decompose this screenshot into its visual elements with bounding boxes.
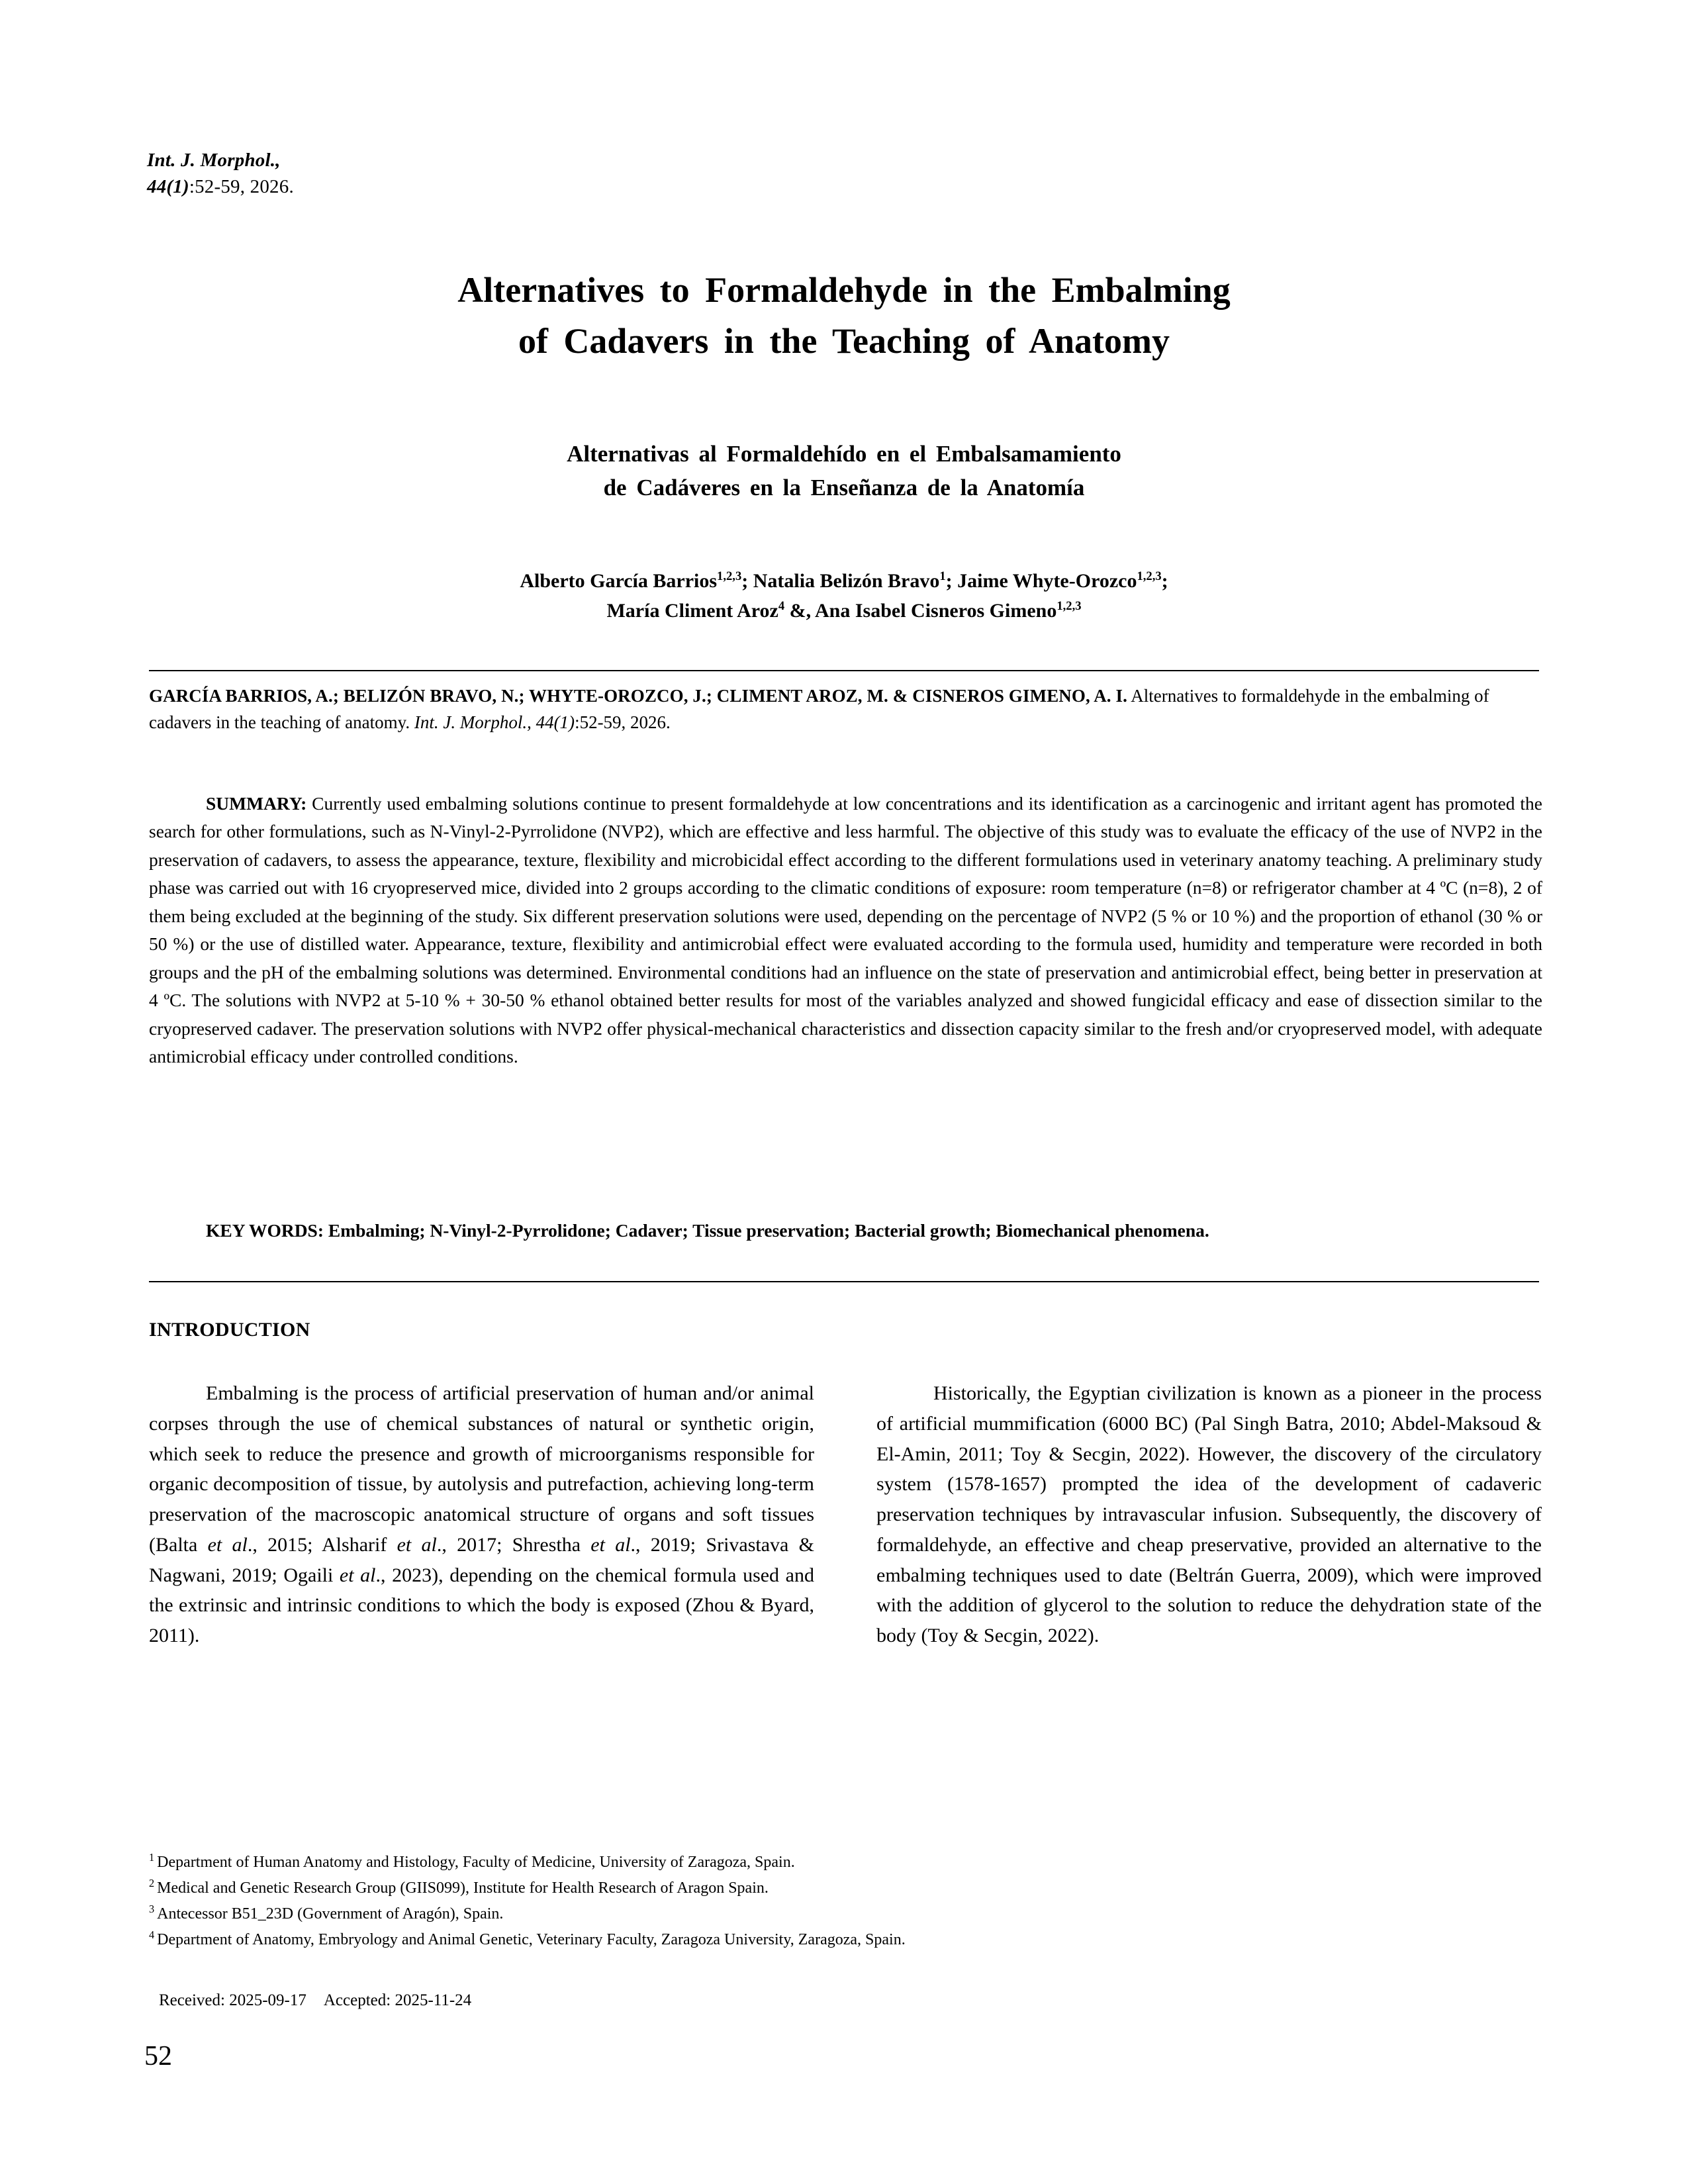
abstract-label: SUMMARY: xyxy=(206,793,307,814)
journal-header xyxy=(147,147,294,200)
footnote-marker: 4 xyxy=(149,1928,155,1942)
introduction-column-right xyxy=(876,1378,1542,1651)
paragraph xyxy=(149,1378,814,1651)
journal-name: Int. J. Morphol., xyxy=(147,150,281,171)
footnote-text: Medical and Genetic Research Group (GIIS099), Institute for Health Research of Aragon Spain. xyxy=(157,1879,769,1897)
footnote-text: Department of Human Anatomy and Histology, Faculty of Medicine, University of Zaragoza, Spain. xyxy=(157,1854,795,1871)
keywords-text: KEY WORDS: Embalming; N-Vinyl-2-Pyrrolidone; Cadaver; Tissue preservation; Bacterial growth; Biomechanical phenomena. xyxy=(206,1220,1209,1241)
author-line-2 xyxy=(265,596,1423,626)
footnote-marker: 1 xyxy=(149,1851,155,1864)
footnote-item xyxy=(149,1875,1542,1901)
et-al-italic: et al xyxy=(207,1533,248,1556)
journal-volume xyxy=(147,173,294,200)
divider-below-keywords xyxy=(149,1281,1539,1282)
paragraph-segment: ., 2017; Shrestha xyxy=(436,1533,591,1556)
citation-journal-pages: :52-59, 2026. xyxy=(575,712,671,732)
section-heading-introduction: INTRODUCTION xyxy=(149,1319,310,1341)
footnote-marker: 3 xyxy=(149,1903,155,1916)
et-al-italic: et al xyxy=(590,1533,631,1556)
introduction-body xyxy=(149,1378,1542,1651)
citation-authors: GARCÍA BARRIOS, A.; BELIZÓN BRAVO, N.; WHYTE-OROZCO, J.; CLIMENT AROZ, M. & CISNEROS GIMENO, A. I. xyxy=(149,686,1127,706)
paragraph: Historically, the Egyptian civilization is known as a pioneer in the process of artificial mummification (6000 BC) (Pal Singh Batra, 2010; Abdel-Maksoud & El-Amin, 2011; Toy & Secgin, 2022). However, the discovery of the circulatory system (1578-1657) prompted the idea of the development of cadaveric preservation techniques by intravascular infusion. Subsequently, the discovery of formaldehyde, an effective and cheap preservative, provided an alternative to the embalming techniques used to date (Beltrán Guerra, 2009), which were improved with the addition of glycerol to the solution to reduce the dehydration state of the body (Toy & Secgin, 2022). xyxy=(876,1382,1542,1646)
author-name: Alberto García Barrios xyxy=(520,570,718,592)
author-name: María Climent Aroz xyxy=(606,600,778,622)
footnote-text: Antecessor B51_23D (Government of Aragón), Spain. xyxy=(157,1905,504,1923)
footnote-item xyxy=(149,1901,1542,1927)
abstract-summary xyxy=(149,790,1542,1071)
footnote-marker: 2 xyxy=(149,1877,155,1890)
journal-volume-pages: :52-59, 2026. xyxy=(189,176,294,198)
author-affiliation-marker: 4 xyxy=(778,599,785,613)
author-separator: ; xyxy=(1161,570,1168,592)
paragraph-segment: Embalming is the process of artificial preservation of human and/or animal corpses through the use of chemical substances of natural or synthetic origin, which seek to reduce the presence and growth of microorganisms responsible for organic decomposition of tissue, by autolysis and putrefaction, achieving long-term preservation of the macroscopic anatomical structure of organs and soft tissues (Balta xyxy=(149,1382,814,1556)
paragraph-segment: ., 2023), depending on the chemical formula used and the extrinsic and intrinsic conditions to which the body is exposed (Zhou & Byard, 2011). xyxy=(149,1564,814,1646)
page-title-spanish xyxy=(331,437,1357,504)
citation-block xyxy=(149,683,1542,736)
citation-journal-reference: Int. J. Morphol., 44(1) xyxy=(414,712,575,732)
et-al-italic: et al xyxy=(397,1533,437,1556)
citation-title: Alternatives to formaldehyde in the embalming of cadavers in the teaching of anatomy. xyxy=(149,686,1489,732)
title-english-line-2: of Cadavers in the Teaching of Anatomy xyxy=(518,320,1170,361)
author-affiliation-marker: 1 xyxy=(939,569,946,583)
title-english-line-1: Alternatives to Formaldehyde in the Embalming xyxy=(457,270,1231,310)
affiliation-footnotes xyxy=(149,1850,1542,1953)
introduction-column-left xyxy=(149,1378,814,1651)
author-affiliation-marker: 1,2,3 xyxy=(1056,599,1082,613)
abstract-text: Currently used embalming solutions continue to present formaldehyde at low concentrations and its identification as a carcinogenic and irritant agent has promoted the search for other formulations, such as N-Vinyl-2-Pyrrolidone (NVP2), which are effective and less harmful. The objective of this study was to evaluate the efficacy of the use of NVP2 in the preservation of cadavers, to assess the appearance, texture, flexibility and microbicidal effect according to the different formulations used in veterinary anatomy teaching. A preliminary study phase was carried out with 16 cryopreserved mice, divided into 2 groups according to the climatic conditions of exposure: room temperature (n=8) or refrigerator chamber at 4 ºC (n=8), 2 of them being excluded at the beginning of the study. Six different preservation solutions were used, depending on the percentage of NVP2 (5 % or 10 %) and the proportion of ethanol (30 % or 50 %) or the use of distilled water. Appearance, texture, flexibility and antimicrobial effect were evaluated according to the formula used, humidity and temperature were recorded in both groups and the pH of the embalming solutions was determined. Environmental conditions had an influence on the state of preservation and antimicrobial effect, being better in preservation at 4 ºC. The solutions with NVP2 at 5-10 % + 30-50 % ethanol obtained better results for most of the variables analyzed and showed fungicidal efficacy and ease of dissection similar to the cryopreserved cadaver. The preservation solutions with NVP2 offer physical-mechanical characteristics and dissection capacity similar to the fresh and/or cryopreserved model, with adequate antimicrobial efficacy under controlled conditions. xyxy=(149,793,1542,1067)
journal-volume-issue: 44(1) xyxy=(147,176,189,198)
et-al-italic: et al xyxy=(339,1564,376,1586)
page-number: 52 xyxy=(144,2041,172,2071)
author-affiliation-marker: 1,2,3 xyxy=(1137,569,1162,583)
author-line-1 xyxy=(265,566,1423,596)
footnote-item xyxy=(149,1850,1542,1875)
divider-above-citation xyxy=(149,670,1539,671)
received-date: Received: 2025-09-17 xyxy=(159,1991,306,2009)
author-separator: ; Jaime Whyte-Orozco xyxy=(945,570,1137,592)
author-list xyxy=(265,566,1423,626)
author-affiliation-marker: 1,2,3 xyxy=(717,569,742,583)
keywords-block xyxy=(149,1217,1542,1245)
footnote-text: Department of Anatomy, Embryology and Animal Genetic, Veterinary Faculty, Zaragoza University, Zaragoza, Spain. xyxy=(157,1931,906,1949)
paragraph-segment: ., 2019; Srivastava & Nagwani, 2019; Ogaili xyxy=(149,1533,814,1586)
author-separator: &, Ana Isabel Cisneros Gimeno xyxy=(784,600,1057,622)
title-spanish-line-2: de Cadáveres en la Enseñanza de la Anatomía xyxy=(603,475,1085,501)
submission-dates xyxy=(159,1991,471,2010)
accepted-date: Accepted: 2025-11-24 xyxy=(323,1991,472,2009)
page-title-english xyxy=(265,265,1423,366)
title-spanish-line-1: Alternativas al Formaldehído en el Embalsamamiento xyxy=(567,441,1121,467)
paragraph-segment: ., 2015; Alsharif xyxy=(247,1533,397,1556)
author-separator: ; Natalia Belizón Bravo xyxy=(741,570,940,592)
footnote-item xyxy=(149,1927,1542,1953)
